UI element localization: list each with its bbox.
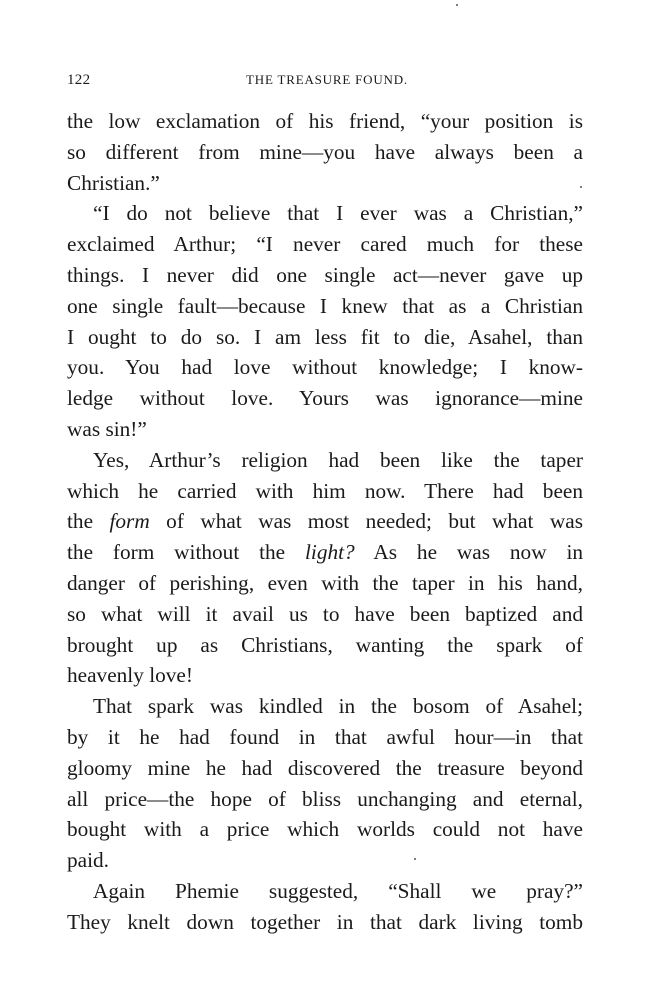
text-line: the low exclamation of his friend, “your position is: [67, 109, 583, 133]
text-line: which he carried with him now. There had been: [67, 478, 583, 503]
body-text: [67, 106, 583, 938]
text-line: things. I never did one single act—never gave up: [67, 262, 583, 287]
running-title: THE TREASURE FOUND.: [246, 72, 408, 87]
text-line: They knelt down together in that dark living tomb: [67, 909, 583, 934]
italic-run: form: [109, 509, 150, 534]
text-line: gloomy mine he had discovered the treasure beyond: [67, 755, 583, 780]
text-line: Christian.”: [67, 170, 160, 195]
text-line: heavenly love!: [67, 663, 193, 688]
print-speck: [456, 4, 458, 6]
text-line: was sin!”: [67, 416, 147, 441]
text-line: by it he had found in that awful hour—in that: [67, 724, 583, 749]
text-line: you. You had love without knowledge; I know-: [67, 355, 583, 380]
text-line: so different from mine—you have always been a: [67, 139, 583, 164]
text-run: As he was now in: [354, 540, 584, 565]
text-line: exclaimed Arthur; “I never cared much for these: [67, 232, 583, 257]
text-line: [67, 537, 583, 568]
page-number: 122: [67, 72, 91, 88]
text-line: Again Phemie suggested, “Shall we pray?”: [93, 878, 583, 903]
text-run: the form without the: [67, 540, 305, 565]
text-line: paid.: [67, 848, 109, 873]
text-line: [67, 506, 583, 537]
text-line: one single fault—because I knew that as a Christian: [67, 293, 583, 318]
text-line: brought up as Christians, wanting the spark of: [67, 632, 583, 657]
text-line: That spark was kindled in the bosom of Asahel;: [93, 694, 583, 719]
page-header: [67, 72, 587, 94]
text-run: the: [67, 509, 110, 534]
text-line: ledge without love. Yours was ignorance—mine: [67, 386, 583, 411]
text-line: I ought to do so. I am less fit to die, Asahel, than: [67, 324, 583, 349]
italic-run: light?: [305, 540, 355, 565]
text-line: so what will it avail us to have been baptized and: [67, 601, 583, 626]
text-line: “I do not believe that I ever was a Christian,”: [93, 201, 583, 226]
text-line: danger of perishing, even with the taper in his hand,: [67, 570, 583, 595]
text-run: of what was most needed; but what was: [149, 509, 583, 534]
text-line: Yes, Arthur’s religion had been like the taper: [93, 447, 583, 472]
text-line: all price—the hope of bliss unchanging and eternal,: [67, 786, 583, 811]
text-line: bought with a price which worlds could not have: [67, 817, 583, 842]
